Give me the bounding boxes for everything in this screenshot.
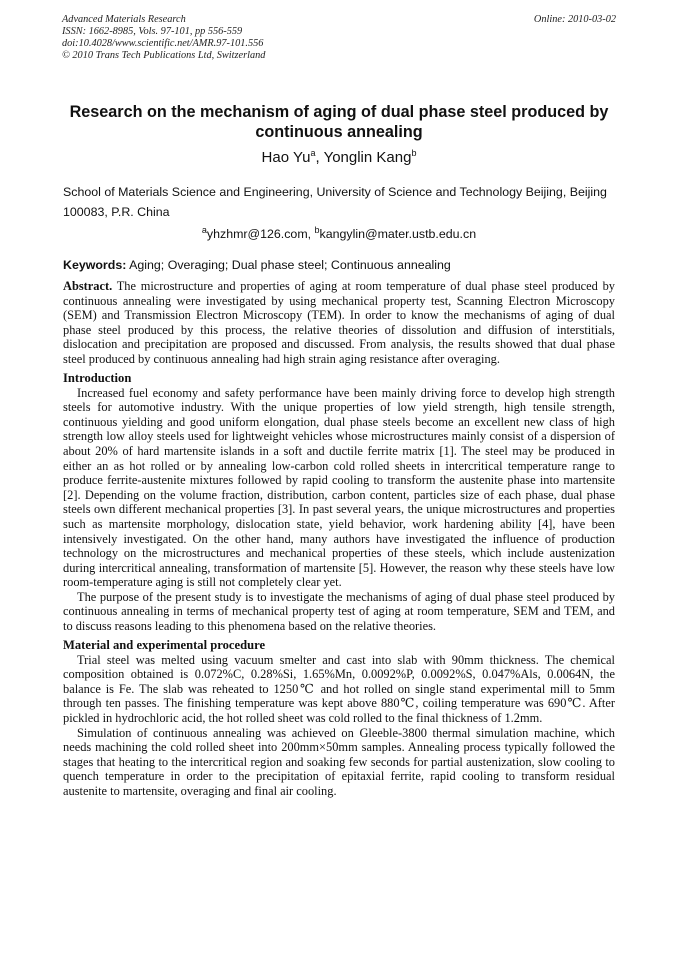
body-paragraph: The purpose of the present study is to investigate the mechanisms of aging of dual phase steel produced by continuous annealing in terms of mechanical property test of aging at room temperature, SEM and TEM, and to discuss reasons leading to this phenomena based on the relative theories.	[63, 589, 615, 634]
section-heading-introduction: Introduction	[63, 370, 132, 385]
author-name: Yonglin Kang	[323, 149, 412, 166]
affiliation: School of Materials Science and Engineering, University of Science and Technology Beijing, Beijing 100083, P.R. China	[63, 185, 607, 219]
body-paragraph: Trial steel was melted using vacuum smelter and cast into slab with 90mm thickness. The chemical composition obtained is 0.072%C, 0.28%Si, 1.65%Mn, 0.0092%P, 0.0092%S, 0.047%Als, 0.0064N, the balance is Fe. The slab was reheated to 1250℃ and hot rolled on single stand experimental mill to 5mm through ten passes. The finishing temperature was kept above 880℃, coiling temperature was 690℃. After pickled in hydrochloric acid, the hot rolled sheet was cold rolled to the final thickness of 1.2mm.	[63, 652, 615, 726]
author-separator: ,	[315, 149, 324, 166]
author-emails	[0, 225, 678, 243]
copyright-line: © 2010 Trans Tech Publications Ltd, Switzerland	[62, 50, 266, 61]
journal-name: Advanced Materials Research	[62, 14, 186, 25]
abstract-text: The microstructure and properties of aging at room temperature of dual phase steel produced by continuous annealing were investigated by using mechanical property test, Scanning Electron Microscopy (SEM) and Transmission Electron Microscopy (TEM). In order to know the mechanisms of aging of dual phase steel produced by this process, the relative theories of dissolution and diffusion of interstitials, dislocation and precipitation are proposed and discussed. From analysis, the results showed that dual phase steel produced by continuous annealing had high strain aging resistance after overaging.	[63, 279, 615, 366]
online-date: Online: 2010-03-02	[533, 14, 616, 25]
email-mark: a	[201, 224, 207, 235]
keywords-text: Aging; Overaging; Dual phase steel; Continuous annealing	[126, 258, 451, 272]
author-affil-mark: b	[411, 148, 417, 158]
body-paragraph: Increased fuel economy and safety performance have been mainly driving force to develop high strength steels for automotive industry. With the unique properties of low yield strength, high tensile strength, continuous yielding and good uniform elongation, dual phase steels become an excellent new class of high strength low alloy steels used for lightweight vehicles whose microstructures mainly consist of a dispersion of about 20% of hard martensite islands in a soft and ductile ferrite matrix [1]. The steel may be produced in either an as hot rolled or by annealing low-carbon cold rolled sheets in intercritical temperature range to produce ferrite-austenite mixtures followed by rapid cooling to transform the austenite phase into martensite [2]. Depending on the volume fraction, distribution, carbon content, particles size of each phase, dual phase steels own different mechanical properties [3]. In past several years, the unique microstructures and properties such as martensite morphology, dislocation state, yield behavior, work hardening ability [4], have been intensively investigated. On the other hand, many authors have investigated the influence of production technology on the microstructures and mechanical properties of these steels, which include austenization during intercritical annealing, transformation of martensite [5]. However, the reason why these steels have low room-temperature aging is still not completely clear yet.	[63, 385, 615, 590]
doi-line: doi:10.4028/www.scientific.net/AMR.97-101.556	[62, 38, 264, 49]
issn-line: ISSN: 1662-8985, Vols. 97-101, pp 556-559	[62, 26, 243, 37]
abstract-paragraph	[63, 279, 615, 367]
email-address: yhzhmr@126.com,	[206, 227, 315, 241]
email-address: kangylin@mater.ustb.edu.cn	[319, 227, 477, 241]
keywords-label: Keywords:	[63, 258, 127, 272]
running-header	[62, 14, 616, 62]
author-name: Hao Yu	[261, 149, 311, 166]
section-heading-materials: Material and experimental procedure	[63, 637, 266, 652]
paper-body	[63, 279, 615, 799]
keywords-line	[63, 256, 616, 274]
author-list	[0, 148, 678, 168]
author-affil-mark: a	[310, 148, 316, 158]
abstract-label: Abstract.	[63, 279, 113, 293]
paper-title: Research on the mechanism of aging of dual phase steel produced by continuous annealing	[69, 103, 609, 141]
body-paragraph: Simulation of continuous annealing was achieved on Gleeble-3800 thermal simulation machine, which needs machining the cold rolled sheet into 200mm×50mm samples. Annealing process typically followed the stages that heating to the intercritical region and soaking few seconds for partial austenization, slow cooling to quench temperature in order to the precipitation of epitaxial ferrite, rapid cooling to transform residual austenite to martensite, overaging and final air cooling.	[63, 725, 615, 798]
email-mark: b	[314, 224, 320, 235]
